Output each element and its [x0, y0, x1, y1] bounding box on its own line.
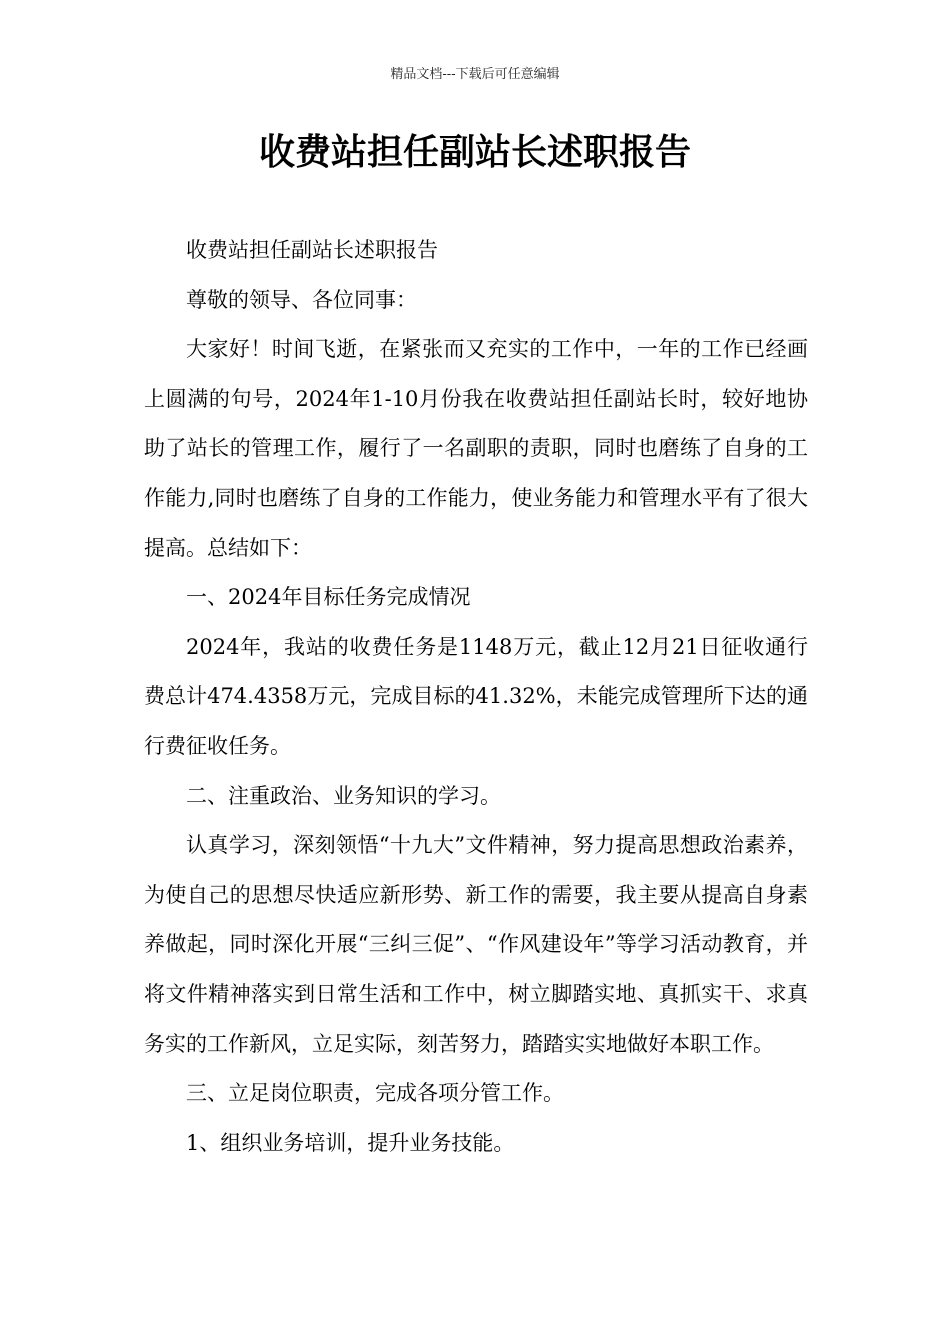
document-body: [144, 226, 808, 1168]
section-heading-2: 二、注重政治、业务知识的学习。: [186, 783, 501, 808]
section-heading-1: 一、2024年目标任务完成情况: [186, 585, 471, 610]
paragraph-salutation: 尊敬的领导、各位同事：: [186, 287, 417, 312]
section-heading-3: 三、立足岗位职责，完成各项分管工作。: [186, 1081, 564, 1106]
paragraph-intro: 大家好！时间飞逝，在紧张而又充实的工作中，一年的工作已经画上圆满的句号，2024年1-10月份我在收费站担任副站长时，较好地协助了站长的管理工作，履行了一名副职的责职，同时也磨练了自身的工作能力,同时也磨练了自身的工作能力，使业务能力和管理水平有了很大提高。总结如下：: [144, 337, 808, 560]
paragraph-targets: 2024年，我站的收费任务是1148万元，截止12月21日征收通行费总计474.4358万元，完成目标的41.32%，未能完成管理所下达的通行费征收任务。: [144, 634, 808, 758]
paragraph-study: 认真学习，深刻领悟“十九大”文件精神，努力提高思想政治素养，为使自己的思想尽快适应新形势、新工作的需要，我主要从提高自身素养做起，同时深化开展“三纠三促”、“作风建设年”等学习活动教育，并将文件精神落实到日常生活和工作中，树立脚踏实地、真抓实干、求真务实的工作新风，立足实际，刻苦努力，踏踏实实地做好本职工作。: [144, 833, 808, 1056]
subsection-heading-1: 1、组织业务培训，提升业务技能。: [186, 1130, 515, 1155]
page-header-watermark: 精品文档---下载后可任意编辑: [390, 67, 560, 82]
paragraph-subtitle: 收费站担任副站长述职报告: [186, 238, 438, 262]
document-title: 收费站担任副站长述职报告: [258, 132, 691, 173]
